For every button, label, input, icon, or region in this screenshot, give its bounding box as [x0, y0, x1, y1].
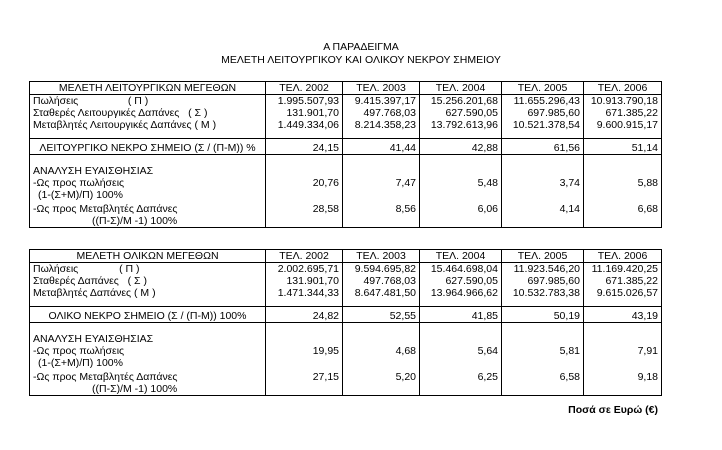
table-row	[30, 287, 662, 299]
year-header: ΤΕΛ. 2005	[502, 250, 584, 263]
sensitivity-value: 4,68	[343, 345, 420, 357]
sensitivity-row	[30, 371, 662, 383]
year-header: ΤΕΛ. 2003	[343, 250, 420, 263]
sensitivity-value: 5,81	[502, 345, 584, 357]
cell-value: 2.002.695,71	[266, 263, 343, 276]
row-label: Σταθερές Δαπάνες ( Σ )	[30, 275, 266, 287]
cell-value: 1.471.344,33	[266, 287, 343, 299]
breakeven-label: ΛΕΙΤΟΥΡΓΙΚΟ ΝΕΚΡΟ ΣΗΜΕΙΟ (Σ / (Π-Μ)) %	[30, 139, 266, 155]
breakeven-row	[30, 139, 662, 155]
sensitivity-title: ΑΝΑΛΥΣΗ ΕΥΑΙΣΘΗΣΙΑΣ	[30, 333, 266, 345]
cell-value: 13.964.966,62	[420, 287, 502, 299]
cell-value: 15.464.698,04	[420, 263, 502, 276]
row-label: Μεταβλητές Λειτουργικές Δαπάνες ( Μ )	[30, 119, 266, 131]
cell-value: 1.449.334,06	[266, 119, 343, 131]
cell-value: 9.415.397,17	[343, 95, 420, 108]
table-header-row	[30, 250, 662, 263]
sensitivity-label: -Ως προς Μεταβλητές Δαπάνες	[30, 203, 266, 215]
sensitivity-formula: (1-(Σ+Μ)/Π) 100%	[30, 357, 266, 369]
row-label: Σταθερές Λειτουργικές Δαπάνες ( Σ )	[30, 107, 266, 119]
sensitivity-value: 4,14	[502, 203, 584, 215]
breakeven-value: 42,88	[420, 139, 502, 155]
sensitivity-value: 19,95	[266, 345, 343, 357]
spacer-row	[30, 155, 662, 166]
section-header: ΜΕΛΕΤΗ ΟΛΙΚΩΝ ΜΕΓΕΘΩΝ	[30, 250, 266, 263]
cell-value: 8.647.481,50	[343, 287, 420, 299]
spacer-row	[30, 299, 662, 307]
cell-value: 9.594.695,82	[343, 263, 420, 276]
breakeven-row	[30, 307, 662, 323]
sensitivity-formula: ((Π-Σ)/Μ -1) 100%	[30, 383, 266, 396]
sensitivity-title-row	[30, 333, 662, 345]
table-row	[30, 95, 662, 108]
section-header: ΜΕΛΕΤΗ ΛΕΙΤΟΥΡΓΙΚΩΝ ΜΕΓΕΘΩΝ	[30, 82, 266, 95]
cell-value: 9.615.026,57	[584, 287, 662, 299]
sensitivity-value: 5,20	[343, 371, 420, 383]
spacer-row	[30, 323, 662, 334]
breakeven-value: 50,19	[502, 307, 584, 323]
table-row	[30, 119, 662, 131]
sensitivity-formula-row	[30, 383, 662, 396]
cell-value: 11.655.296,43	[502, 95, 584, 108]
cell-value: 11.923.546,20	[502, 263, 584, 276]
row-label: Πωλήσεις ( Π )	[30, 95, 266, 108]
breakeven-value: 61,56	[502, 139, 584, 155]
sensitivity-row	[30, 203, 662, 215]
breakeven-value: 24,15	[266, 139, 343, 155]
sensitivity-row	[30, 345, 662, 357]
breakeven-value: 43,19	[584, 307, 662, 323]
sensitivity-value: 3,74	[502, 177, 584, 189]
breakeven-value: 24,82	[266, 307, 343, 323]
sensitivity-label: -Ως προς Μεταβλητές Δαπάνες	[30, 371, 266, 383]
table-row	[30, 263, 662, 276]
cell-value: 671.385,22	[584, 107, 662, 119]
document-subtitle: ΜΕΛΕΤΗ ΛΕΙΤΟΥΡΓΙΚΟΥ ΚΑΙ ΟΛΙΚΟΥ ΝΕΚΡΟΥ ΣΗΜΕΙΟΥ	[221, 54, 501, 66]
cell-value: 9.600.915,17	[584, 119, 662, 131]
sensitivity-formula-row	[30, 189, 662, 201]
sensitivity-value: 6,68	[584, 203, 662, 215]
document-title: Α ΠΑΡΑΔΕΙΓΜΑ	[323, 41, 399, 53]
year-header: ΤΕΛ. 2006	[584, 82, 662, 95]
sensitivity-formula: (1-(Σ+Μ)/Π) 100%	[30, 189, 266, 201]
sensitivity-value: 8,56	[343, 203, 420, 215]
year-header: ΤΕΛ. 2004	[420, 250, 502, 263]
sensitivity-value: 6,06	[420, 203, 502, 215]
row-label: Μεταβλητές Δαπάνες ( Μ )	[30, 287, 266, 299]
breakeven-value: 41,44	[343, 139, 420, 155]
sensitivity-value: 5,64	[420, 345, 502, 357]
sensitivity-value: 5,48	[420, 177, 502, 189]
cell-value: 10.532.783,38	[502, 287, 584, 299]
cell-value: 1.995.507,93	[266, 95, 343, 108]
sensitivity-formula-row	[30, 357, 662, 369]
operational-table	[29, 81, 662, 228]
sensitivity-value: 5,88	[584, 177, 662, 189]
sensitivity-value: 9,18	[584, 371, 662, 383]
spacer-row	[30, 131, 662, 139]
year-header: ΤΕΛ. 2003	[343, 82, 420, 95]
sensitivity-value: 20,76	[266, 177, 343, 189]
cell-value: 131.901,70	[266, 107, 343, 119]
table-row	[30, 275, 662, 287]
year-header: ΤΕΛ. 2002	[266, 82, 343, 95]
breakeven-value: 52,55	[343, 307, 420, 323]
sensitivity-label: -Ως προς πωλήσεις	[30, 177, 266, 189]
sensitivity-value: 7,91	[584, 345, 662, 357]
sensitivity-formula-row	[30, 215, 662, 228]
breakeven-value: 51,14	[584, 139, 662, 155]
sensitivity-label: -Ως προς πωλήσεις	[30, 345, 266, 357]
cell-value: 627.590,05	[420, 107, 502, 119]
cell-value: 13.792.613,96	[420, 119, 502, 131]
cell-value: 497.768,03	[343, 275, 420, 287]
cell-value: 10.521.378,54	[502, 119, 584, 131]
year-header: ΤΕΛ. 2002	[266, 250, 343, 263]
cell-value: 10.913.790,18	[584, 95, 662, 108]
year-header: ΤΕΛ. 2005	[502, 82, 584, 95]
sensitivity-value: 27,15	[266, 371, 343, 383]
year-header: ΤΕΛ. 2006	[584, 250, 662, 263]
cell-value: 671.385,22	[584, 275, 662, 287]
row-label: Πωλήσεις ( Π )	[30, 263, 266, 276]
cell-value: 697.985,60	[502, 107, 584, 119]
cell-value: 497.768,03	[343, 107, 420, 119]
total-table	[29, 249, 662, 396]
breakeven-label: ΟΛΙΚΟ ΝΕΚΡΟ ΣΗΜΕΙΟ (Σ / (Π-Μ)) 100%	[30, 307, 266, 323]
cell-value: 697.985,60	[502, 275, 584, 287]
cell-value: 627.590,05	[420, 275, 502, 287]
currency-note: Ποσά σε Ευρώ (€)	[568, 404, 658, 416]
sensitivity-title: ΑΝΑΛΥΣΗ ΕΥΑΙΣΘΗΣΙΑΣ	[30, 165, 266, 177]
table-header-row	[30, 82, 662, 95]
sensitivity-value: 6,25	[420, 371, 502, 383]
cell-value: 131.901,70	[266, 275, 343, 287]
cell-value: 15.256.201,68	[420, 95, 502, 108]
sensitivity-value: 6,58	[502, 371, 584, 383]
sensitivity-title-row	[30, 165, 662, 177]
cell-value: 8.214.358,23	[343, 119, 420, 131]
table-row	[30, 107, 662, 119]
year-header: ΤΕΛ. 2004	[420, 82, 502, 95]
breakeven-value: 41,85	[420, 307, 502, 323]
sensitivity-formula: ((Π-Σ)/Μ -1) 100%	[30, 215, 266, 228]
cell-value: 11.169.420,25	[584, 263, 662, 276]
sensitivity-value: 28,58	[266, 203, 343, 215]
sensitivity-value: 7,47	[343, 177, 420, 189]
sensitivity-row	[30, 177, 662, 189]
